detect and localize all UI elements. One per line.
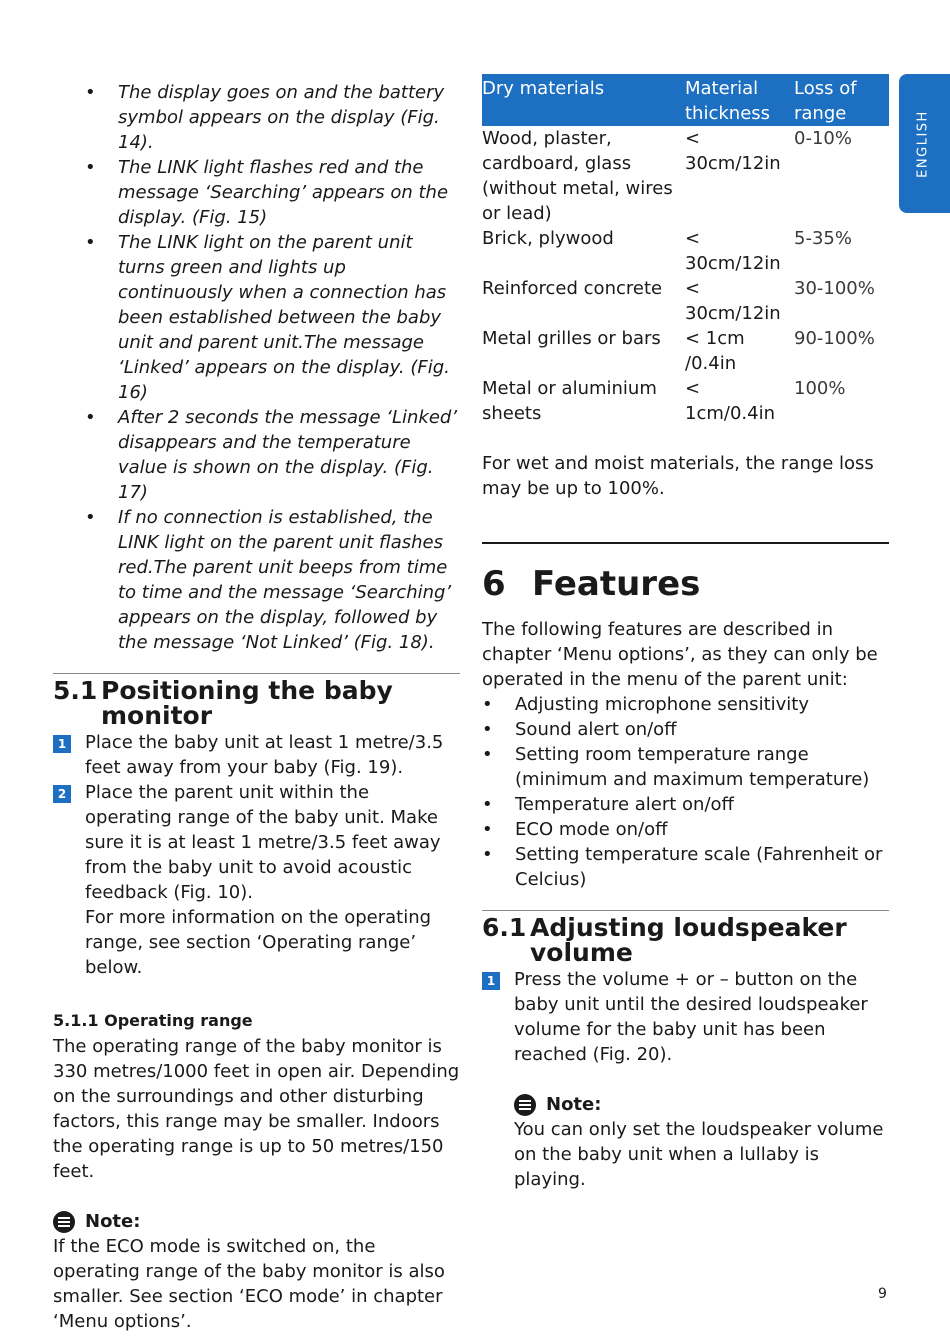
step-item: 2 Place the parent unit within the operating range of the baby unit. Make sure it is at least 1 metre/3.5 feet away from the baby unit to avoid acoustic feedback (Fig. 10). For more information on the operating range, see section ‘Operating range’ below. xyxy=(53,780,460,980)
list-item: • Setting room temperature range (minimum and maximum temperature) xyxy=(482,744,870,790)
table-header: Loss of range xyxy=(794,74,889,126)
section-5-1-1 xyxy=(53,1010,460,1184)
operating-range-text: The operating range of the baby monitor is 330 metres/1000 feet in open air. Depending on the surroundings and other disturbing factors, this range may be smaller. Indoors the operating range is up to 50 metres/150 feet. xyxy=(53,1036,460,1182)
subsection-heading: 5.1.1 Operating range xyxy=(53,1011,253,1030)
table-row: Brick, plywood < 30cm/12in 5-35% xyxy=(482,228,852,274)
note-title: Note: xyxy=(85,1211,141,1232)
chapter-heading: 6 Features xyxy=(482,564,701,604)
list-item: • Temperature alert on/off xyxy=(482,794,734,815)
language-tab xyxy=(899,74,950,213)
list-item: • If no connection is established, the LINK light on the parent unit flashes red.The parent unit beeps from time to time and the message ‘Searching’ appears on the display, followed by the message ‘Not Linked’ (Fig. 18). xyxy=(85,507,452,653)
section-5-1 xyxy=(53,673,460,980)
table-row: Metal grilles or bars < 1cm /0.4in 90-100% xyxy=(482,328,875,374)
table-header: Material thickness xyxy=(685,74,794,126)
features-list xyxy=(482,692,889,892)
table-row: Reinforced concrete < 30cm/12in 30-100% xyxy=(482,278,875,324)
left-column xyxy=(53,80,460,1334)
note-text: You can only set the loudspeaker volume on the baby unit when a lullaby is playing. xyxy=(514,1119,884,1190)
step-badge: 1 xyxy=(482,972,500,990)
list-item: • After 2 seconds the message ‘Linked’ disappears and the temperature value is shown on the display. (Fig. 17) xyxy=(85,407,458,503)
wet-materials-note: For wet and moist materials, the range loss may be up to 100%. xyxy=(482,453,874,499)
list-item: • ECO mode on/off xyxy=(482,819,668,840)
step-item: 1 Place the baby unit at least 1 metre/3.5 feet away from your baby (Fig. 19). xyxy=(53,730,460,780)
note-text: If the ECO mode is switched on, the operating range of the baby monitor is also smaller. See section ‘ECO mode’ in chapter ‘Menu options’. xyxy=(53,1236,445,1332)
step-list xyxy=(482,967,889,1067)
step-badge: 1 xyxy=(53,735,71,753)
step-badge: 2 xyxy=(53,785,71,803)
section-heading: 6.1 Adjusting loudspeaker volume xyxy=(482,913,847,967)
table-row: Wood, plaster, cardboard, glass (without metal, wires or lead) < 30cm/12in 0-10% xyxy=(482,128,852,224)
table-header: Dry materials xyxy=(482,74,685,126)
note-block xyxy=(482,1092,889,1192)
materials-table xyxy=(482,74,889,426)
right-column xyxy=(482,74,889,1192)
list-item: • Setting temperature scale (Fahrenheit or Celcius) xyxy=(482,844,883,890)
chapter-intro: The following features are described in chapter ‘Menu options’, as they can only be operated in the menu of the parent unit: xyxy=(482,619,878,690)
table-header-row xyxy=(482,74,889,126)
note-icon xyxy=(514,1094,536,1116)
list-item: • The display goes on and the battery symbol appears on the display (Fig. 14). xyxy=(85,82,445,153)
list-item: • The LINK light on the parent unit turns green and lights up continuously when a connection has been established between the baby unit and parent unit.The message ‘Linked’ appears on the display. (Fig. 16) xyxy=(85,232,450,403)
list-item: • Sound alert on/off xyxy=(482,719,677,740)
note-block xyxy=(53,1209,460,1334)
intro-bullet-list xyxy=(85,80,460,655)
list-item: • The LINK light flashes red and the message ‘Searching’ appears on the display. (Fig. 15) xyxy=(85,157,449,228)
note-icon xyxy=(53,1211,75,1233)
note-title: Note: xyxy=(546,1094,602,1115)
section-6-1 xyxy=(482,910,889,1192)
table-row: Metal or aluminium sheets < 1cm/0.4in 100% xyxy=(482,378,846,424)
step-item: 1 Press the volume + or – button on the baby unit until the desired loudspeaker volume for the baby unit has been reached (Fig. 20). xyxy=(482,967,889,1067)
step-list xyxy=(53,730,460,980)
section-heading: 5.1 Positioning the baby monitor xyxy=(53,676,393,730)
list-item: • Adjusting microphone sensitivity xyxy=(482,694,809,715)
language-tab-label: ENGLISH xyxy=(915,110,931,178)
page-number: 9 xyxy=(878,1286,887,1302)
chapter-6 xyxy=(482,542,889,892)
